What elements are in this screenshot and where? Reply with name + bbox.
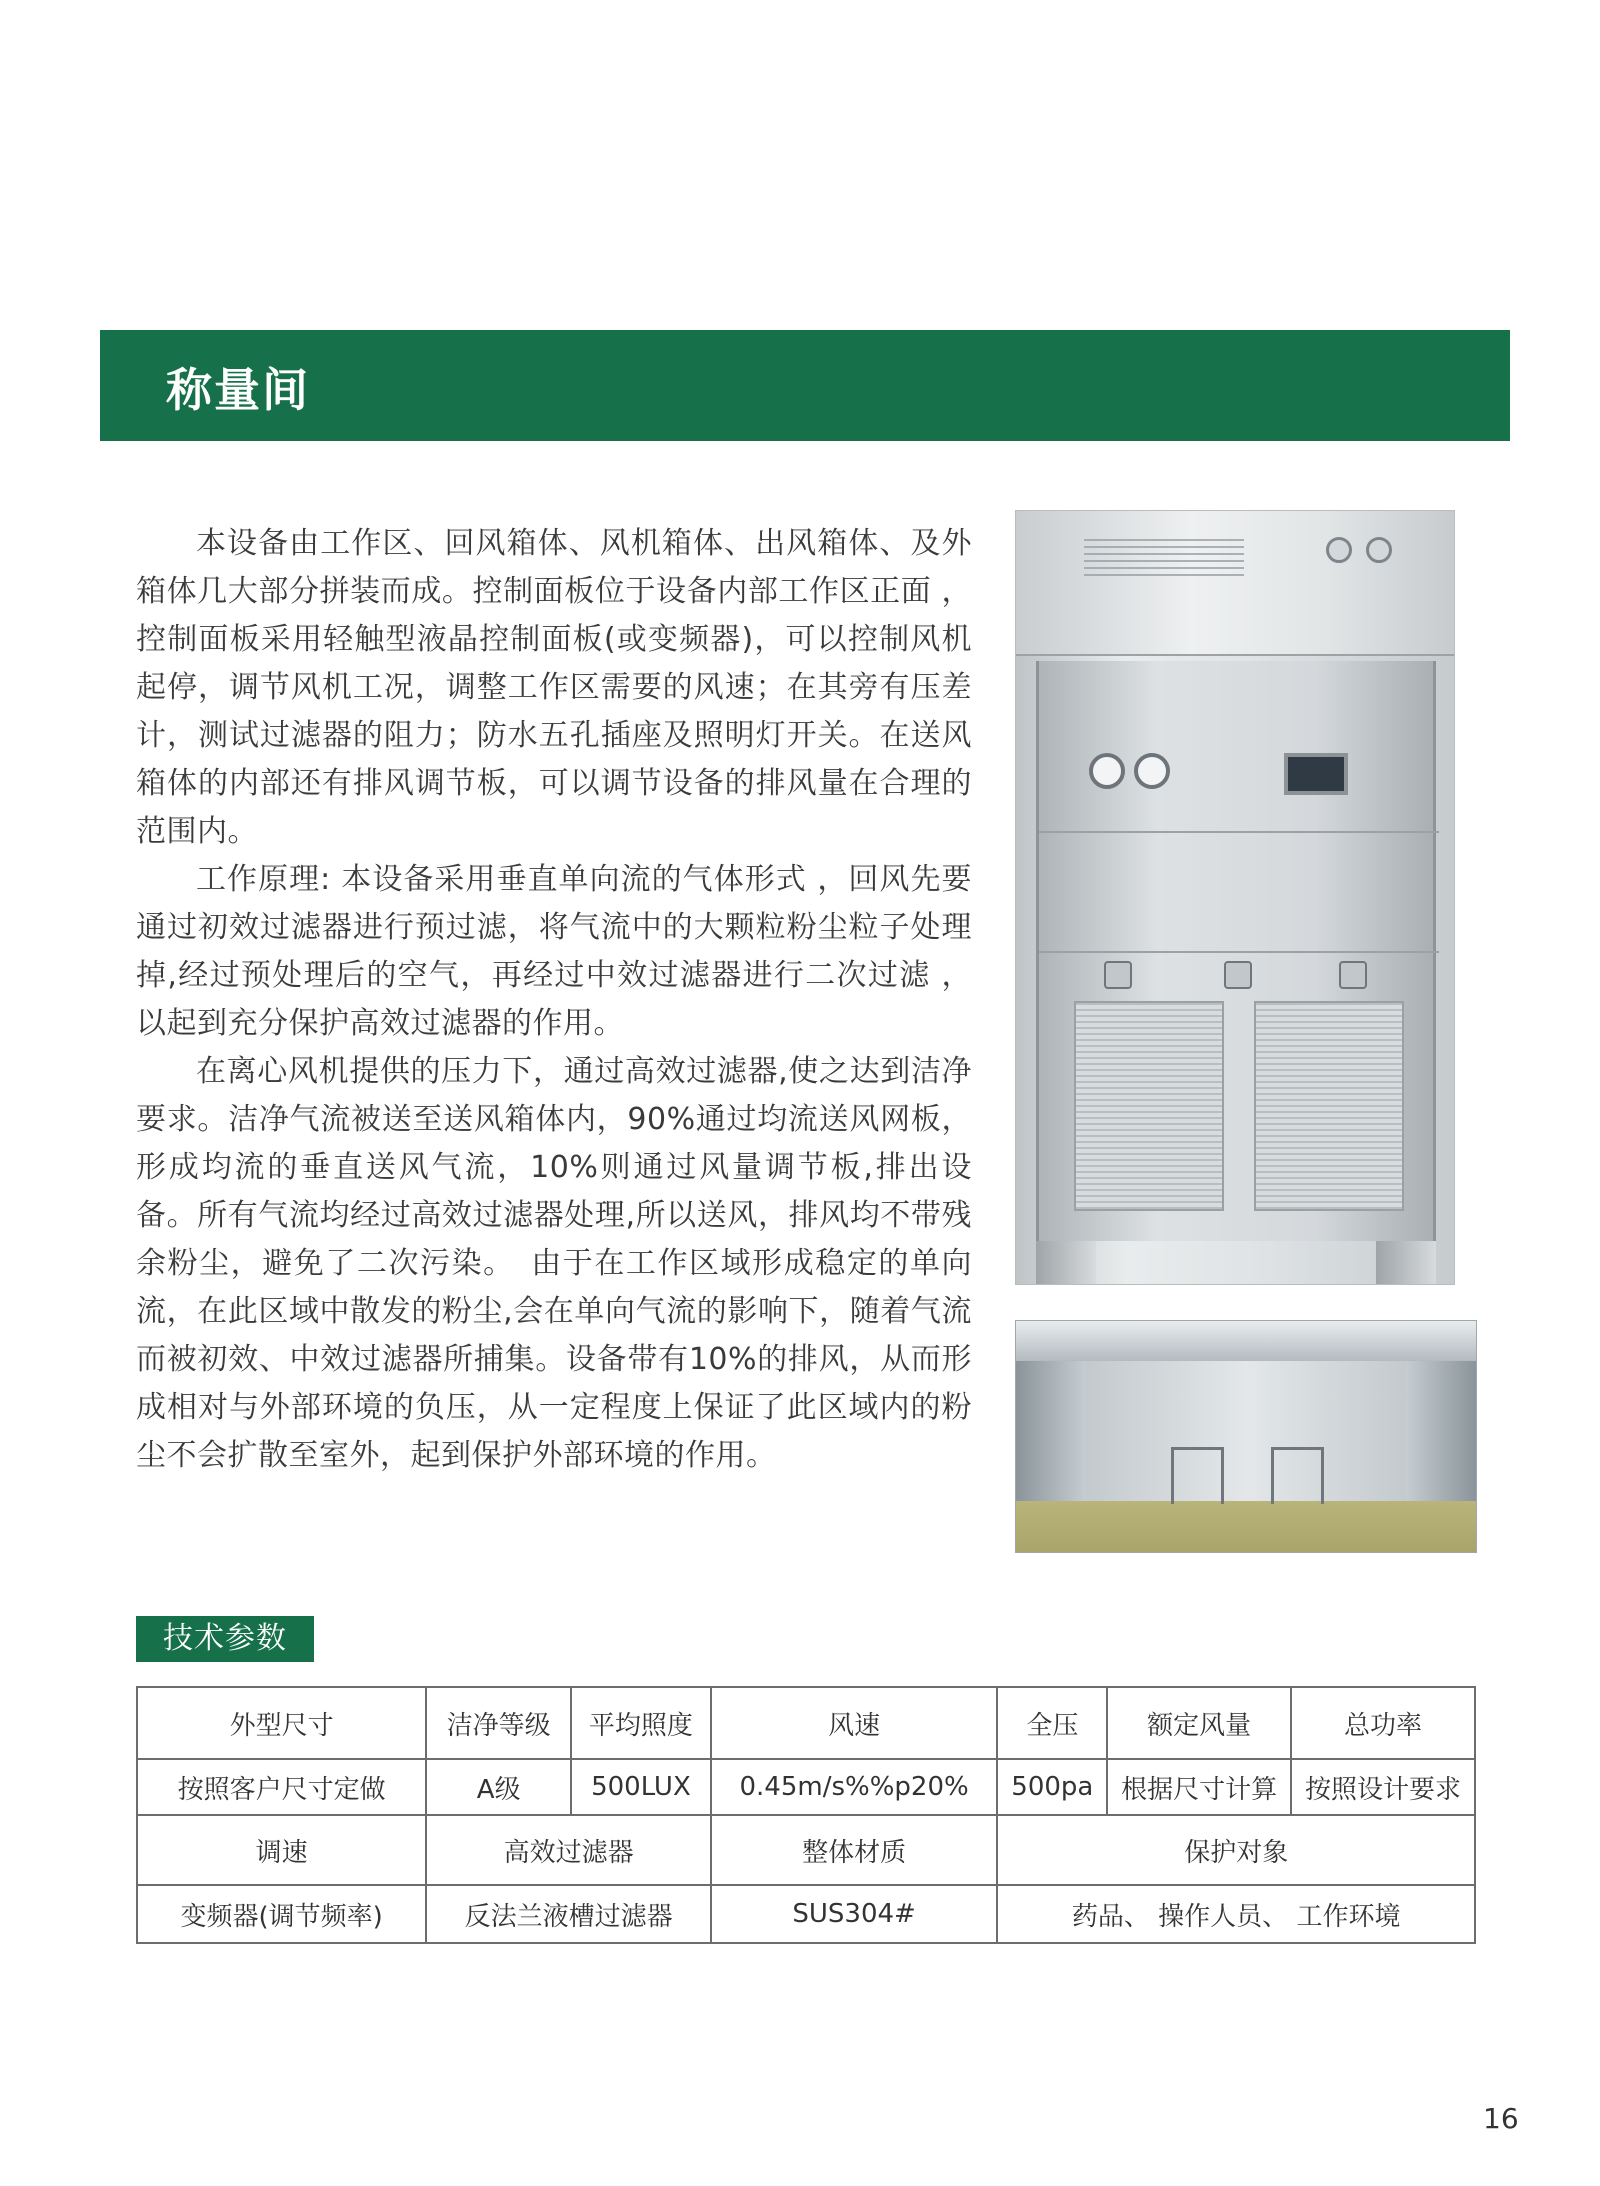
pressure-gauge-icon xyxy=(1134,753,1170,789)
header-cell: 保护对象 xyxy=(997,1815,1475,1885)
switch-knob xyxy=(1366,537,1392,563)
header-cell: 全压 xyxy=(997,1687,1107,1759)
value-cell: SUS304# xyxy=(711,1885,998,1943)
socket-icon xyxy=(1339,961,1367,989)
panel-seam xyxy=(1039,831,1439,833)
handrail xyxy=(1171,1447,1224,1450)
vent-grille xyxy=(1084,536,1244,576)
header-cell: 风速 xyxy=(711,1687,998,1759)
value-cell: 500LUX xyxy=(571,1759,711,1815)
table-row xyxy=(137,1759,1475,1815)
booth-foot xyxy=(1036,1241,1096,1285)
room-floor xyxy=(1016,1501,1477,1553)
booth-work-area xyxy=(1036,661,1436,1241)
pressure-gauge-icon xyxy=(1089,753,1125,789)
page-title: 称量间 xyxy=(166,363,310,417)
panel-seam xyxy=(1039,951,1439,953)
table-row xyxy=(137,1687,1475,1759)
room-ceiling xyxy=(1016,1321,1477,1361)
value-cell: 药品、 操作人员、 工作环境 xyxy=(997,1885,1475,1943)
value-cell: 反法兰液槽过滤器 xyxy=(426,1885,711,1943)
header-cell: 外型尺寸 xyxy=(137,1687,426,1759)
value-cell: A级 xyxy=(426,1759,571,1815)
value-cell: 根据尺寸计算 xyxy=(1107,1759,1291,1815)
tech-params-tag: 技术参数 xyxy=(136,1616,314,1662)
weighing-room-photo xyxy=(1015,1320,1477,1553)
handrail xyxy=(1271,1447,1324,1450)
handrail xyxy=(1171,1449,1174,1504)
value-cell: 按照设计要求 xyxy=(1291,1759,1475,1815)
socket-icon xyxy=(1224,961,1252,989)
handrail xyxy=(1221,1449,1224,1504)
handrail xyxy=(1271,1449,1274,1504)
paragraph-airflow: 在离心风机提供的压力下，通过高效过滤器,使之达到洁净要求。洁净气流被送至送风箱体内，90%通过均流送风网板，形成均流的垂直送风气流，10%则通过风量调节板,排出设备。所有气流均经过高效过滤器处理,所以送风，排风均不带残余粉尘，避免了二次污染。 由于在工作区域形成稳定的单向流，在此区域中散发的粉尘,会在单向气流的影响下，随着气流而被初效、中效过滤器所捕集。设备带有10%的排风，从而形成相对与外部环境的负压，从一定程度上保证了此区域内的粉尘不会扩散至室外，起到保护外部环境的作用。 xyxy=(136,1054,972,1473)
table-row xyxy=(137,1885,1475,1943)
header-cell: 额定风量 xyxy=(1107,1687,1291,1759)
value-cell: 500pa xyxy=(997,1759,1107,1815)
header-cell: 洁净等级 xyxy=(426,1687,571,1759)
paragraph-structure: 本设备由工作区、回风箱体、风机箱体、出风箱体、及外箱体几大部分拼装而成。控制面板位于设备内部工作区正面 ，控制面板采用轻触型液晶控制面板(或变频器)，可以控制风机起停，调节风机工况，调整工作区需要的风速；在其旁有压差计，测试过滤器的阻力；防水五孔插座及照明灯开关。在送风箱体的内部还有排风调节板，可以调节设备的排风量在合理的范围内。 xyxy=(136,526,972,849)
socket-icon xyxy=(1104,961,1132,989)
booth-top-housing xyxy=(1016,511,1455,656)
page-number: 16 xyxy=(1483,2102,1519,2135)
room-back-wall xyxy=(1086,1361,1408,1501)
return-air-panel xyxy=(1254,1001,1404,1211)
weighing-booth-photo xyxy=(1015,510,1455,1285)
switch-knob xyxy=(1326,537,1352,563)
tech-params-table xyxy=(136,1686,1476,1944)
table-row xyxy=(137,1815,1475,1885)
paragraph-principle: 工作原理: 本设备采用垂直单向流的气体形式 ，回风先要通过初效过滤器进行预过滤，将气流中的大颗粒粉尘粒子处理掉,经过预处理后的空气，再经过中效过滤器进行二次过滤 ，以起到充分保护高效过滤器的作用。 xyxy=(136,862,972,1041)
value-cell: 0.45m/s%%p20% xyxy=(711,1759,998,1815)
header-cell: 高效过滤器 xyxy=(426,1815,711,1885)
title-bar xyxy=(100,330,1510,441)
header-cell: 调速 xyxy=(137,1815,426,1885)
value-cell: 按照客户尺寸定做 xyxy=(137,1759,426,1815)
header-cell: 总功率 xyxy=(1291,1687,1475,1759)
header-cell: 平均照度 xyxy=(571,1687,711,1759)
value-cell: 变频器(调节频率) xyxy=(137,1885,426,1943)
header-cell: 整体材质 xyxy=(711,1815,998,1885)
return-air-panel xyxy=(1074,1001,1224,1211)
booth-foot xyxy=(1376,1241,1436,1285)
control-panel-screen xyxy=(1284,753,1348,795)
handrail xyxy=(1321,1449,1324,1504)
description-text xyxy=(136,520,972,1480)
